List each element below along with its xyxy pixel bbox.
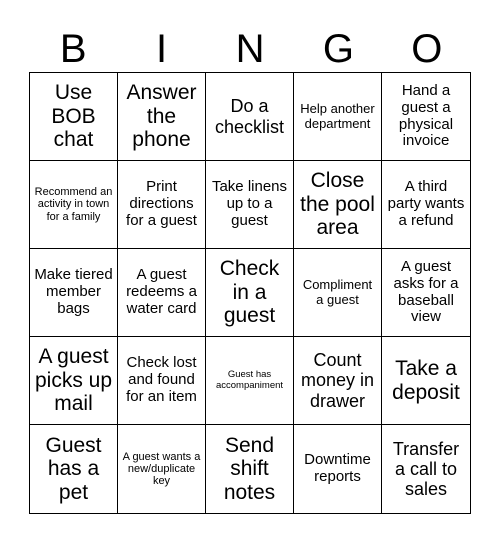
- bingo-cell-r3-c5[interactable]: A guest asks for a baseball view: [382, 249, 470, 337]
- bingo-cell-r5-c3[interactable]: Send shift notes: [206, 425, 294, 513]
- bingo-cell-r5-c5[interactable]: Transfer a call to sales: [392, 438, 460, 500]
- bingo-cell-r3-c4[interactable]: Compliment a guest: [294, 249, 382, 337]
- header-letter-i: I: [156, 27, 168, 71]
- bingo-cell-r4-c5[interactable]: Take a deposit: [382, 337, 470, 425]
- bingo-cell-r2-c1[interactable]: Recommend an activity in town for a family: [30, 161, 118, 249]
- bingo-cell-r5-c4[interactable]: Downtime reports: [294, 425, 382, 513]
- bingo-cell-r2-c2[interactable]: Print directions for a guest: [118, 161, 206, 249]
- bingo-cell-r1-c5[interactable]: Hand a guest a physical invoice: [382, 73, 470, 161]
- bingo-cell-r5-c1[interactable]: Guest has a pet: [30, 425, 118, 513]
- bingo-cell-r4-c1[interactable]: A guest picks up mail: [30, 337, 118, 425]
- bingo-cell-r1-c4[interactable]: Help another department: [294, 73, 382, 161]
- header-letter-g: G: [322, 27, 354, 71]
- bingo-cell-r2-c4[interactable]: Close the pool area: [294, 161, 382, 249]
- bingo-cell-r1-c3[interactable]: Do a checklist: [206, 73, 294, 161]
- bingo-cell-r4-c2[interactable]: Check lost and found for an item: [118, 337, 206, 425]
- header-letter-o: O: [411, 27, 443, 71]
- header-letter-b: B: [59, 27, 87, 71]
- bingo-cell-r1-c1[interactable]: Use BOB chat: [30, 73, 118, 161]
- bingo-cell-r1-c2[interactable]: Answer the phone: [118, 73, 206, 161]
- bingo-cell-r4-c4[interactable]: Count money in drawer: [294, 337, 382, 425]
- bingo-cell-r4-c3[interactable]: Guest has accompaniment: [206, 337, 294, 425]
- bingo-cell-r3-c1[interactable]: Make tiered member bags: [30, 249, 118, 337]
- bingo-grid: [29, 72, 471, 514]
- bingo-cell-r2-c5[interactable]: A third party wants a refund: [382, 161, 470, 249]
- header-letter-n: N: [235, 27, 265, 71]
- bingo-cell-r3-c2[interactable]: A guest redeems a water card: [118, 249, 206, 337]
- bingo-cell-r2-c3[interactable]: Take linens up to a guest: [206, 161, 294, 249]
- bingo-cell-r5-c2[interactable]: A guest wants a new/duplicate key: [118, 425, 206, 513]
- bingo-cell-r3-c3[interactable]: Check in a guest: [206, 249, 294, 337]
- bingo-header: [29, 26, 471, 72]
